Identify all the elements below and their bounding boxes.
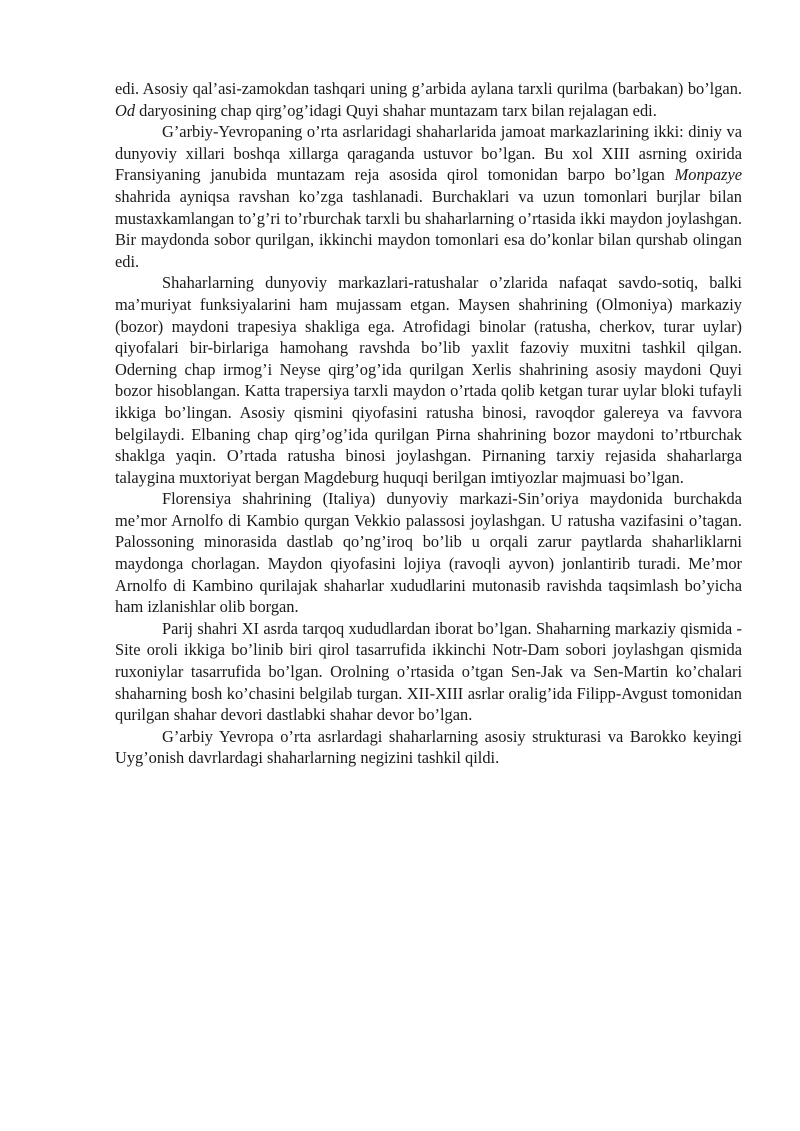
- paragraph-text: daryosining chap qirg’og’idagi Quyi shahar muntazam tarx bilan rejalagan edi.: [135, 100, 657, 120]
- paragraph-text: Shaharlarning dunyoviy markazlari-ratushalar o’zlarida nafaqat savdo-sotiq, balki ma’muriyat funksiyalarini ham mujassam etgan. Maysen shahrining (Olmoniya) markaziy (bozor) maydoni trapesiya shakliga ega. Atrofidagi binolar (ratusha, cherkov, turar uylar) qiyofalari bir-birlariga hamohang ravshda bo’lib yaxlit fazoviy muxitni tashkil qilgan. Oderning chap irmog’i Neyse qirg’og’ida qurilgan Xerlis shahrining asosiy maydoni Quyi bozor hisoblangan. Katta trapersiya tarxli maydon o’rtada qolib ketgan turar uylar bloki tufayli ikkiga bo’lingan. Asosiy qismini qiyofasini ratusha binosi, ravoqdor galereya va favvora belgilaydi. Elbaning chap qirg’og’ida qurilgan Pirna shahrining bozor maydoni to’rtburchak shaklga yaqin. O’rtada ratusha binosi joylashgan. Pirnaning tarxiy rejasida shaharlarga talaygina muxtoriyat bergan Magdeburg huquqi berilgan imtiyozlar majmuasi bo’lgan.: [115, 273, 742, 487]
- paragraph: [115, 272, 742, 488]
- paragraph-text: G’arbiy Yevropa o’rta asrlardagi shaharlarning asosiy strukturasi va Barokko keyingi Uyg’onish davrlardagi shaharlarning negizini tashkil qildi.: [115, 726, 742, 768]
- paragraph-text: shahrida ayniqsa ravshan ko’zga tashlanadi. Burchaklari va uzun tomonlari burjlar bilan mustaxkamlangan to’g’ri to’rburchak tarxli bu shaharlarning o’rtasida ikki maydon joylashgan. Bir maydonda sobor qurilgan, ikkinchi maydon tomonlari esa do’konlar bilan qurshab olingan edi.: [115, 186, 742, 271]
- paragraph: [115, 121, 742, 272]
- paragraph-text: Florensiya shahrining (Italiya) dunyoviy markazi-Sin’oriya maydonida burchakda me’mor Arnolfo di Kambio qurgan Vekkio palassosi joylashgan. U ratusha vazifasini o’tagan. Palossoning minorasida dastlab qo’ng’iroq bo’lib u orqali zarur paytlarda shaharliklarni maydonga chorlagan. Maydon qiyofasini lojiya (ravoqli ayvon) jonlantirib turadi. Me’mor Arnolfo di Kambino qurilajak shaharlar xududlarini mutonasib ravishda taqsimlash bo’yicha ham izlanishlar olib borgan.: [115, 489, 742, 617]
- paragraph: [115, 488, 742, 618]
- paragraph-italic-text: Monpazye: [674, 165, 742, 185]
- paragraph: [115, 618, 742, 726]
- paragraph-italic-text: Od: [115, 100, 136, 120]
- paragraph: [115, 726, 742, 769]
- document-page: [115, 78, 742, 769]
- paragraph-text: Parij shahri XI asrda tarqoq xududlardan iborat bo’lgan. Shaharning markaziy qismida - Site oroli ikkiga bo’linib biri qirol tasarrufida ikkinchi Notr-Dam sobori joylashgan qismida ruxoniylar tasarrufida bo’lgan. Orolning o’rtasida o’tgan Sen-Jak va Sen-Martin ko’chalari shaharning bosh ko’chasini belgilab turgan. XII-XIII asrlar oralig’ida Filipp-Avgust tomonidan qurilgan shahar devori dastlabki shahar devor bo’lgan.: [115, 618, 742, 725]
- paragraph: [115, 78, 742, 121]
- paragraph-text: G’arbiy-Yevropaning o’rta asrlaridagi shaharlarida jamoat markazlarining ikki: diniy va dunyoviy xillari boshqa xillarga qaraganda ustuvor bo’lgan. Bu xol XIII asrning oxirida Fransiyaning janubida muntazam reja asosida qirol tomonidan barpo bo’lgan: [115, 122, 742, 185]
- paragraph-text: edi. Asosiy qal’asi-zamokdan tashqari uning g’arbida aylana tarxli qurilma (barbakan) bo’lgan.: [115, 79, 742, 98]
